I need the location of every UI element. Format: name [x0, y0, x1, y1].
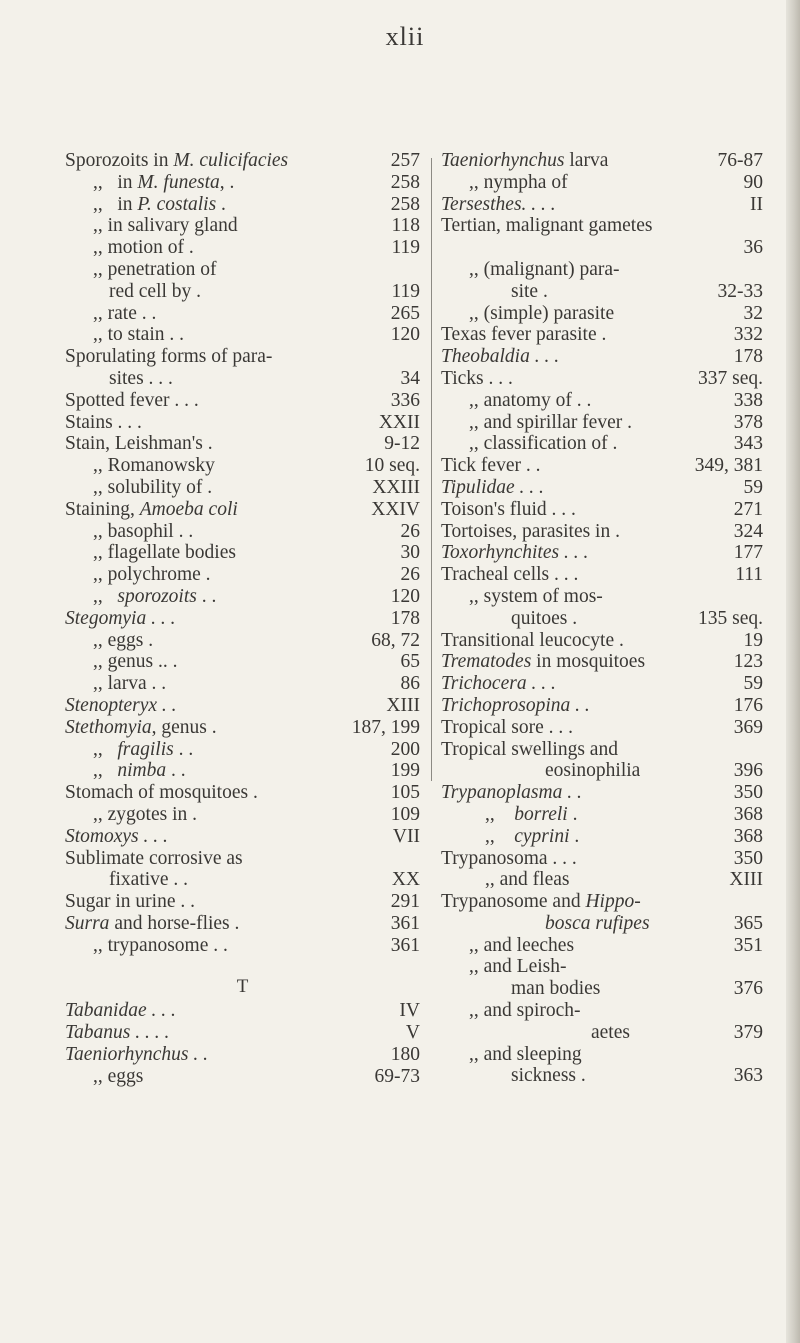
index-entry: [441, 673, 763, 695]
entry-text: Texas fever parasite .: [441, 324, 607, 346]
index-entry: [65, 150, 420, 172]
entry-text: ,, in salivary gland: [93, 215, 238, 237]
index-column-left: [65, 150, 420, 1087]
index-entry: [65, 913, 420, 935]
index-entry: [65, 717, 420, 739]
entry-text: ,, solubility of .: [93, 476, 213, 498]
entry-page: II: [750, 193, 763, 215]
entry-page: IV: [399, 1000, 420, 1022]
index-entry: [441, 739, 763, 761]
entry-text: Sugar in urine . .: [65, 891, 195, 913]
entry-text: Tertian, malignant gametes: [441, 215, 653, 237]
index-entry: [441, 390, 763, 412]
index-entry: [441, 891, 763, 913]
entry-page: 180: [390, 1043, 420, 1065]
index-entry: [441, 237, 763, 259]
entry-page: 19: [743, 629, 763, 651]
entry-page: 324: [733, 520, 763, 542]
entry-text: Stomach of mosquitoes .: [65, 782, 258, 804]
entry-page: 135 seq.: [698, 607, 763, 629]
index-column-right: [441, 150, 763, 1087]
entry-text: Taeniorhynchus larva: [441, 150, 609, 171]
index-entry: [441, 455, 763, 477]
index-entry: [65, 237, 420, 259]
index-entry: [441, 1044, 763, 1066]
entry-text: Stomoxys . . .: [65, 825, 168, 847]
entry-page: 123: [733, 651, 763, 673]
index-entry: [65, 608, 420, 630]
index-entry: [441, 848, 763, 870]
index-entry: [65, 826, 420, 848]
entry-text: Toison's fluid . . .: [441, 498, 576, 520]
index-entry: [441, 956, 763, 978]
entry-text: Stenopteryx . .: [65, 694, 177, 716]
entry-text: ,, fragilis . .: [93, 738, 194, 760]
index-entry: [441, 477, 763, 499]
entry-page: 119: [391, 237, 420, 259]
entry-text: Tracheal cells . . .: [441, 564, 579, 586]
entry-page: 59: [743, 673, 763, 695]
entry-page: 258: [390, 193, 420, 215]
index-entry: [65, 1000, 420, 1022]
entry-page: 361: [390, 912, 420, 934]
index-entry: [65, 586, 420, 608]
index-entry: [65, 346, 420, 368]
index-entry: [441, 717, 763, 739]
entry-page: 69-73: [374, 1065, 420, 1087]
index-entry: [441, 346, 763, 368]
entry-text: ,, nimba . .: [93, 760, 186, 782]
entry-page: 337 seq.: [698, 367, 763, 389]
entry-text: man bodies: [511, 978, 601, 1000]
entry-text: Taeniorhynchus . .: [65, 1043, 209, 1065]
entry-text: quitoes .: [511, 607, 578, 629]
entry-text: ,, system of mos-: [469, 585, 603, 607]
entry-text: ,, anatomy of . .: [469, 389, 592, 411]
index-entry: [441, 324, 763, 346]
index-entry: [441, 630, 763, 652]
entry-page: 368: [733, 825, 763, 847]
index-entry: [441, 804, 763, 826]
entry-page: 120: [390, 585, 420, 607]
entry-page: 291: [390, 891, 420, 913]
entry-text: ,, sporozoits . .: [93, 585, 217, 607]
entry-text: sites . . .: [109, 367, 173, 389]
entry-page: XX: [391, 869, 420, 891]
entry-page: 68, 72: [371, 629, 420, 651]
entry-page: 119: [391, 280, 420, 302]
index-entry: [441, 150, 763, 172]
index-entry: [65, 564, 420, 586]
entry-page: 10 seq.: [364, 455, 420, 477]
entry-page: 59: [743, 476, 763, 498]
entry-page: 349, 381: [694, 455, 763, 477]
index-entry: [65, 215, 420, 237]
page-number: xlii: [385, 22, 425, 51]
entry-text: Trichoprosopina . .: [441, 694, 590, 716]
index-entry: [441, 1022, 763, 1044]
index-entry: [441, 564, 763, 586]
entry-page: 343: [733, 433, 763, 455]
entry-page: 120: [390, 324, 420, 346]
entry-page: 76-87: [717, 150, 763, 171]
entry-page: 376: [733, 978, 763, 1000]
entry-page: 361: [390, 934, 420, 956]
index-entry: [441, 782, 763, 804]
entry-text: ,, and sleeping: [469, 1043, 582, 1065]
entry-page: 368: [733, 803, 763, 825]
index-entry: [65, 869, 420, 891]
entry-text: ,, motion of .: [93, 237, 194, 259]
index-entry: [441, 1065, 763, 1087]
entry-page: 109: [390, 803, 420, 825]
entry-text: ,, rate . .: [93, 302, 157, 324]
entry-text: Tortoises, parasites in .: [441, 520, 620, 542]
entry-page: 9-12: [384, 433, 420, 455]
entry-page: 177: [733, 542, 763, 564]
entry-text: ,, (malignant) para-: [469, 258, 620, 280]
entry-text: Stethomyia, genus .: [65, 716, 217, 738]
index-entry: [65, 324, 420, 346]
entry-text: Stains . . .: [65, 411, 142, 433]
index-entry: [441, 978, 763, 1000]
entry-page: 369: [733, 716, 763, 738]
entry-text: Sublimate corrosive as: [65, 847, 243, 869]
entry-page: 176: [733, 694, 763, 716]
entry-text: Tersesthes. . . .: [441, 193, 556, 215]
entry-text: Spotted fever . . .: [65, 389, 199, 411]
entry-text: ,, genus .. .: [93, 651, 178, 673]
entry-page: 111: [735, 564, 763, 586]
index-entry: [65, 390, 420, 412]
entry-text: ,, and leeches: [469, 934, 575, 956]
index-entry: [65, 477, 420, 499]
index-entry: [441, 194, 763, 216]
index-entry: [65, 499, 420, 521]
entry-page: 34: [400, 367, 420, 389]
entry-text: ,, and spirillar fever .: [469, 411, 632, 433]
entry-text: ,, polychrome .: [93, 564, 211, 586]
entry-page: 26: [400, 520, 420, 542]
entry-text: Surra and horse-flies .: [65, 912, 240, 934]
index-entry: [65, 281, 420, 303]
entry-page: XXIV: [371, 498, 420, 520]
index-entry: [441, 826, 763, 848]
index-entry: [65, 630, 420, 652]
column-divider: [431, 158, 432, 781]
entry-text: aetes: [591, 1021, 630, 1043]
index-entry: [441, 760, 763, 782]
entry-page: 336: [390, 389, 420, 411]
entry-page: 332: [733, 324, 763, 346]
page-edge-shadow: [786, 0, 800, 1343]
index-entry: [65, 760, 420, 782]
entry-page: XIII: [386, 694, 420, 716]
entry-page: 379: [733, 1021, 763, 1043]
entry-text: Tick fever . .: [441, 455, 541, 477]
entry-text: ,, and spiroch-: [469, 1000, 581, 1022]
entry-text: ,, in M. funesta, .: [93, 171, 235, 193]
entry-text: ,, and Leish-: [469, 956, 567, 978]
entry-page: 178: [390, 607, 420, 629]
index-entry: [65, 935, 420, 957]
entry-text: ,, in P. costalis .: [93, 193, 226, 215]
index-entry: [441, 368, 763, 390]
entry-text: ,, penetration of: [93, 258, 217, 280]
entry-page: 65: [400, 651, 420, 673]
index-entry: [441, 935, 763, 957]
entry-text: Tipulidae . . .: [441, 476, 544, 498]
index-entry: [441, 869, 763, 891]
index-entry: [441, 542, 763, 564]
entry-text: ,, nympha of: [469, 171, 568, 193]
index-entry: [441, 433, 763, 455]
entry-text: red cell by .: [109, 280, 202, 302]
index-entry: [65, 1044, 420, 1066]
entry-text: Tropical sore . . .: [441, 716, 573, 738]
entry-page: 365: [733, 912, 763, 934]
entry-text: ,, eggs .: [93, 629, 154, 651]
index-entry: [65, 848, 420, 870]
entry-page: 118: [391, 215, 420, 237]
entry-page: 363: [733, 1065, 763, 1087]
entry-text: Trematodes in mosquitoes: [441, 651, 646, 673]
entry-page: 26: [400, 564, 420, 586]
entry-page: VII: [392, 825, 420, 847]
entry-page: 350: [733, 847, 763, 869]
entry-page: 36: [743, 237, 763, 259]
index-entry: [65, 455, 420, 477]
entry-page: XXIII: [372, 476, 420, 498]
entry-page: 378: [733, 411, 763, 433]
entry-page: V: [405, 1022, 420, 1044]
entry-page: XXII: [378, 411, 420, 433]
entry-text: ,, and fleas: [485, 869, 570, 891]
index-entry: [441, 259, 763, 281]
entry-page: XIII: [729, 869, 763, 891]
entry-page: 32: [743, 302, 763, 324]
entry-page: 105: [390, 782, 420, 804]
entry-page: 396: [733, 760, 763, 782]
entry-page: 338: [733, 389, 763, 411]
index-entry: [441, 215, 763, 237]
entry-text: ,, larva . .: [93, 673, 167, 695]
index-entry: [65, 259, 420, 281]
entry-text: ,, flagellate bodies: [93, 542, 236, 564]
index-entry: [441, 1000, 763, 1022]
entry-text: Trypanoplasma . .: [441, 782, 582, 804]
entry-text: ,, classification of .: [469, 433, 618, 455]
index-entry: [441, 608, 763, 630]
entry-page: 257: [390, 150, 420, 171]
section-letter: T: [236, 976, 249, 998]
entry-page: 30: [400, 542, 420, 564]
entry-page: 271: [733, 498, 763, 520]
index-entry: [441, 521, 763, 543]
entry-page: 351: [733, 934, 763, 956]
entry-text: Trypanosoma . . .: [441, 847, 577, 869]
entry-text: ,, cyprini .: [485, 825, 580, 847]
entry-page: 32-33: [717, 280, 763, 302]
entry-text: Stain, Leishman's .: [65, 433, 213, 455]
index-entry: [441, 913, 763, 935]
index-entry: [65, 739, 420, 761]
entry-text: ,, to stain . .: [93, 324, 184, 346]
index-entry: [441, 412, 763, 434]
index-entry: [441, 651, 763, 673]
entry-text: ,, borreli .: [485, 803, 578, 825]
entry-text: eosinophilia: [545, 760, 641, 782]
index-entry: [65, 804, 420, 826]
index-entry: [65, 303, 420, 325]
entry-page: 258: [390, 171, 420, 193]
entry-text: ,, zygotes in .: [93, 803, 197, 825]
index-entry: [65, 412, 420, 434]
entry-page: 200: [390, 738, 420, 760]
index-entry: [65, 673, 420, 695]
entry-page: 90: [743, 171, 763, 193]
entry-text: ,, trypanosome . .: [93, 934, 228, 956]
index-entry: [65, 782, 420, 804]
entry-page: 86: [400, 673, 420, 695]
entry-page: 199: [390, 760, 420, 782]
entry-text: site .: [511, 280, 548, 302]
entry-text: Sporozoits in M. culicifacies: [65, 150, 289, 171]
entry-text: ,, basophil . .: [93, 520, 194, 542]
index-entry: [441, 695, 763, 717]
entry-page: 178: [733, 346, 763, 368]
entry-text: ,, Romanowsky: [93, 455, 215, 477]
entry-text: Tabanus . . . .: [65, 1022, 170, 1044]
index-entry: [441, 586, 763, 608]
entry-text: Transitional leucocyte .: [441, 629, 624, 651]
entry-text: sickness .: [511, 1065, 586, 1087]
index-entry: [65, 368, 420, 390]
index-entry: [65, 1066, 420, 1088]
entry-text: ,, eggs: [93, 1065, 144, 1087]
index-entry: [441, 303, 763, 325]
entry-text: Stegomyia . . .: [65, 607, 176, 629]
index-entry: [65, 521, 420, 543]
entry-text: Staining, Amoeba coli: [65, 498, 238, 520]
entry-text: Theobaldia . . .: [441, 346, 560, 368]
entry-text: ,, (simple) parasite: [469, 302, 615, 324]
index-entry: [441, 499, 763, 521]
index-entry: [441, 172, 763, 194]
index-entry: [65, 172, 420, 194]
entry-text: Tabanidae . . .: [65, 1000, 176, 1022]
index-entry: [65, 433, 420, 455]
index-entry: [65, 891, 420, 913]
entry-text: bosca rufipes: [545, 912, 650, 934]
entry-page: 265: [390, 302, 420, 324]
entry-text: fixative . .: [109, 869, 189, 891]
index-entry: [65, 695, 420, 717]
index-entry: [441, 281, 763, 303]
entry-text: Toxorhynchites . . .: [441, 542, 589, 564]
entry-page: 350: [733, 782, 763, 804]
entry-text: Trypanosome and Hippo-: [441, 891, 641, 913]
index-entry: [65, 651, 420, 673]
index-entry: [65, 542, 420, 564]
entry-text: Sporulating forms of para-: [65, 346, 273, 368]
entry-text: Trichocera . . .: [441, 673, 556, 695]
entry-page: 187, 199: [351, 716, 420, 738]
index-entry: [65, 194, 420, 216]
index-entry: [65, 1022, 420, 1044]
entry-text: Tropical swellings and: [441, 738, 618, 760]
entry-text: Ticks . . .: [441, 367, 513, 389]
